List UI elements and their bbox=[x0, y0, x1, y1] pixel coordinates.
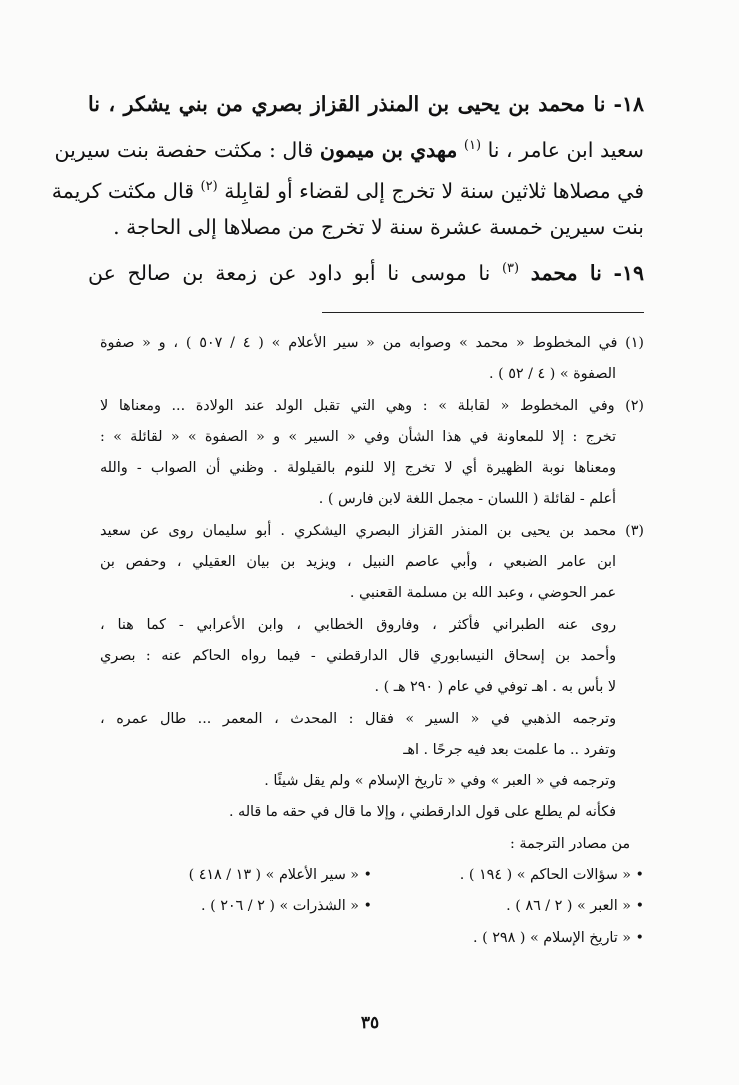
main-line-5-b: نا موسى نا أبو داود عن زمعة بن صالح عن bbox=[88, 260, 491, 285]
main-line-3 bbox=[51, 166, 644, 207]
footnote-ref-3[interactable]: (٣) bbox=[501, 261, 520, 276]
source-item: • « سؤالات الحاكم » ( ١٩٤ ) . bbox=[459, 867, 644, 883]
main-line-1 bbox=[88, 84, 644, 125]
main-line-2-a: سعيد ابن عامر ، نا bbox=[487, 137, 644, 162]
footnote-separator bbox=[322, 312, 644, 313]
source-item: • « العبر » ( ٢ / ٨٦ ) . bbox=[506, 898, 644, 915]
main-line-5-a: نا محمد bbox=[530, 260, 602, 285]
footnote-2-line-3: ومعناها نوبة الظهيرة أي لا تخرج إلا للنوم بالقيلولة . وظني أن الصواب - والله bbox=[100, 460, 616, 477]
footnote-1-line-2: الصفوة » ( ٤ / ٥٢ ) . bbox=[489, 366, 616, 383]
footnotes bbox=[100, 328, 644, 860]
footnote-3-line-3: عمر الحوضي ، وعبد الله بن مسلمة القعنبي . bbox=[349, 585, 616, 602]
main-line-5 bbox=[88, 248, 644, 289]
main-line-1-text: نا محمد بن يحيى بن المنذر القزاز بصري من بني يشكر ، نا bbox=[88, 92, 606, 116]
footnote-ref-1[interactable]: (١) bbox=[463, 138, 482, 153]
source-item: • « الشذرات » ( ٢ / ٢٠٦ ) . bbox=[200, 898, 372, 915]
main-line-4: بنت سيرين خمسة عشرة سنة لا تخرج من مصلاها إلى الحاجة . bbox=[113, 215, 644, 239]
translation-sources bbox=[100, 860, 644, 954]
source-item: • « سير الأعلام » ( ١٣ / ٤١٨ ) bbox=[188, 867, 372, 883]
footnote-3-line-2: ابن عامر الضبعي ، وأبي عاصم النبيل ، ويزيد بن بيان العقيلي ، وحفص بن bbox=[100, 554, 616, 571]
footnote-3-line-5: وأحمد بن إسحاق النيسابوري قال الدارقطني - فيما رواه الحاكم عنه : بصري bbox=[100, 647, 616, 664]
footnote-3-line-4: روى عنه الطبراني فأكثر ، وفاروق الخطابي ، وابن الأعرابي - كما هنا ، bbox=[100, 616, 616, 633]
sources-row-2 bbox=[100, 891, 644, 922]
main-line-3-a: في مصلاها ثلاثين سنة لا تخرج إلى لقضاء أو لقابِلة bbox=[224, 178, 644, 203]
footnote-2-line-4: أعلم - لقائلة ( اللسان - مجمل اللغة لابن فارس ) . bbox=[318, 491, 616, 508]
page-number: ٣٥ bbox=[360, 1013, 380, 1033]
hadith-number-18: ١٨- bbox=[613, 92, 644, 116]
footnote-3-line-8: وتفرد .. ما علمت بعد فيه جرحًا . اهـ bbox=[403, 741, 616, 758]
footnote-3-line-11: من مصادر الترجمة : bbox=[510, 835, 630, 852]
main-line-3-b: قال مكثت كريمة bbox=[51, 178, 194, 203]
hadith-number-19: ١٩- bbox=[613, 260, 644, 285]
footnote-3-line-7: وترجمه الذهبي في « السير » فقال : المحدث ، المعمر ... طال عمره ، bbox=[100, 710, 616, 727]
footnote-2-line-1: (٢) وفي المخطوط « لقابلة » : وهي التي تقبل الولد عند الولادة ... ومعناها لا bbox=[100, 397, 644, 414]
footnote-3-line-6: لا بأس به . اهـ توفي في عام ( ٢٩٠ هـ ) . bbox=[374, 679, 616, 696]
footnote-2-line-2: تخرج : إلا للمعاونة في هذا الشأن وفي « السير » و « الصفوة » « لقائلة » : bbox=[100, 428, 616, 445]
footnote-3-line-10: فكأنه لم يطلع على قول الدارقطني ، وإلا ما قال في حقه ما قاله . bbox=[228, 804, 616, 821]
narrator-name: مهدي بن ميمون bbox=[319, 137, 458, 162]
source-item: • « تاريخ الإسلام » ( ٢٩٨ ) . bbox=[473, 929, 644, 946]
main-text bbox=[51, 84, 644, 289]
main-line-2-b: قال : مكثت حفصة بنت سيرين bbox=[54, 137, 314, 162]
footnote-ref-2[interactable]: (٢) bbox=[200, 179, 218, 194]
main-line-2 bbox=[54, 125, 644, 166]
sources-row-3 bbox=[100, 923, 644, 954]
footnote-3-line-1: (٣) محمد بن يحيى بن المنذر القزاز البصري اليشكري . أبو سليمان روى عن سعيد bbox=[100, 522, 644, 539]
sources-row-1 bbox=[100, 860, 644, 891]
footnote-1-line-1: (١) في المخطوط « محمد » وصوابه من « سير الأعلام » ( ٤ / ٥٠٧ ) ، و « صفوة bbox=[100, 335, 644, 351]
footnote-3-line-9: وترجمه في « العبر » وفي « تاريخ الإسلام » ولم يقل شيئًا . bbox=[264, 773, 616, 790]
